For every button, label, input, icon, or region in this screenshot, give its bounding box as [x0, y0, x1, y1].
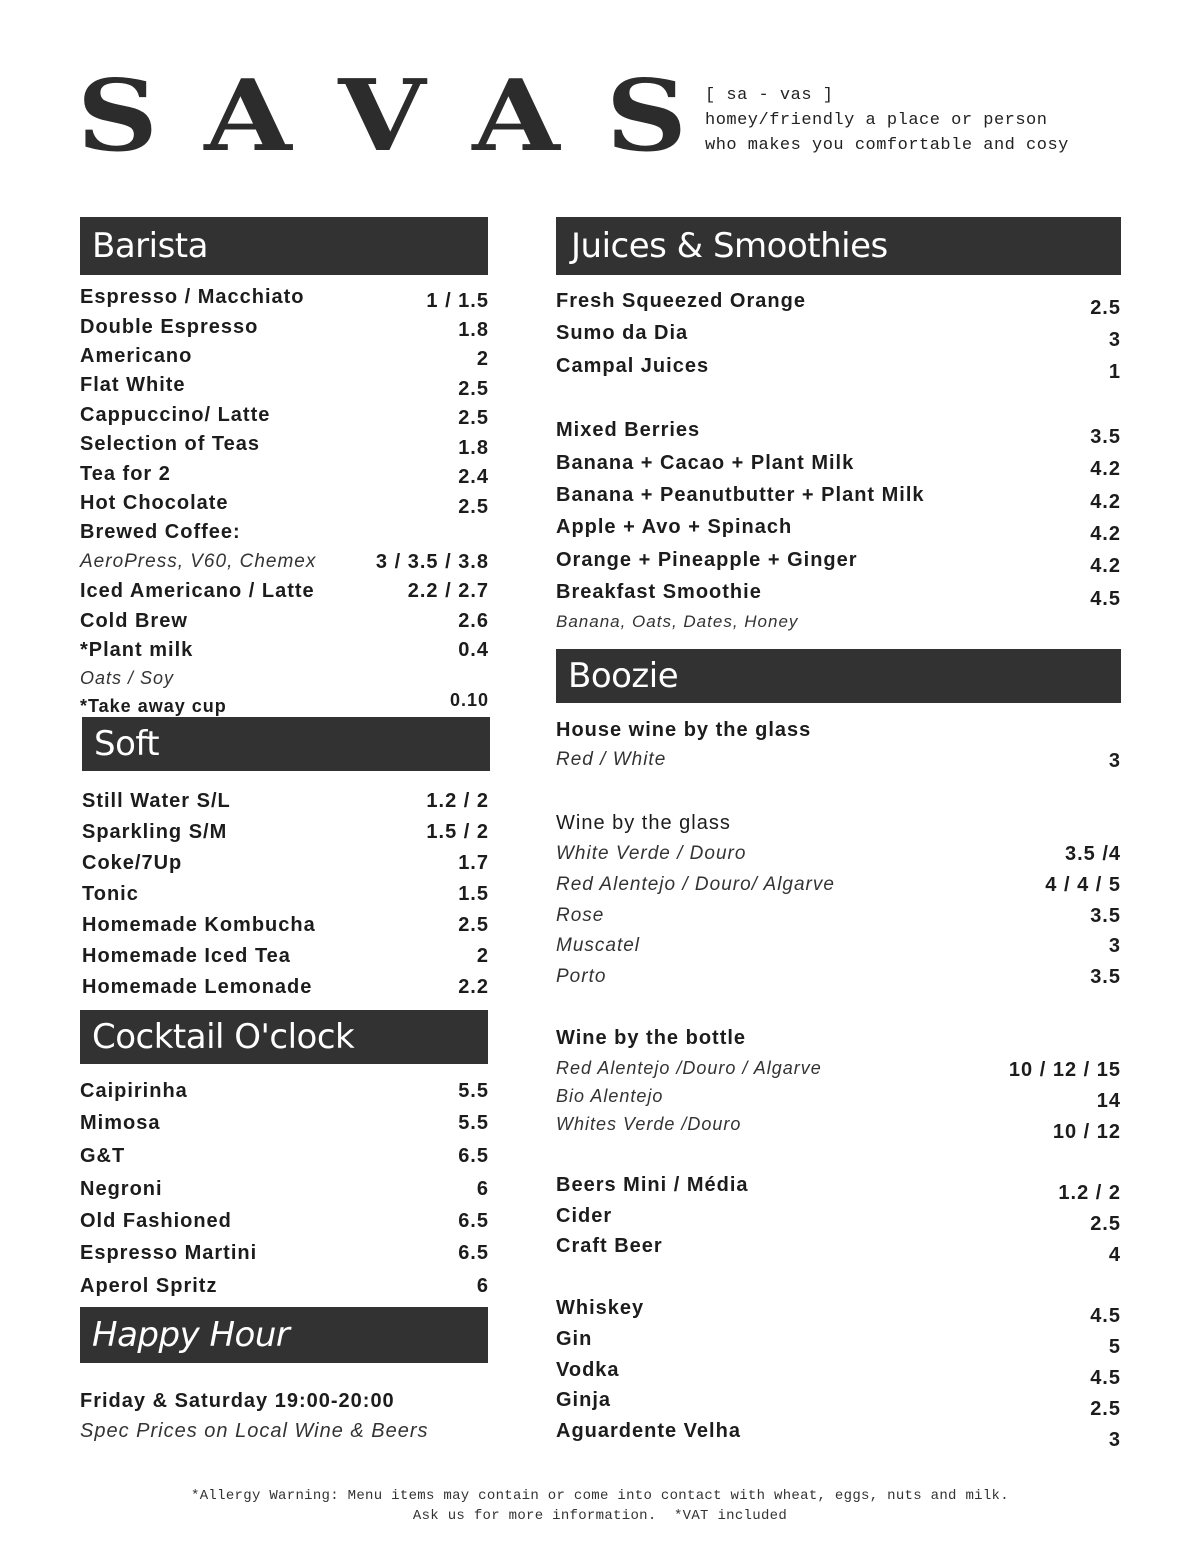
- menu-item-price: 4.2: [1090, 555, 1121, 577]
- menu-item-price: 2.5: [1090, 297, 1121, 319]
- menu-item-price: 3: [1108, 935, 1121, 957]
- menu-item-name: Fresh Squeezed Orange: [556, 290, 806, 312]
- menu-item-name: Apple + Avo + Spinach: [556, 516, 793, 538]
- menu-item-price: 6: [476, 1178, 489, 1200]
- menu-item-description: Banana, Oats, Dates, Honey: [556, 612, 799, 631]
- menu-item-name: Vodka: [556, 1359, 620, 1381]
- menu-item-price: 4.2: [1090, 491, 1121, 513]
- logo-savas: [76, 58, 688, 174]
- menu-item-price: 2.4: [458, 466, 489, 488]
- menu-item-price: 4.2: [1090, 458, 1121, 480]
- menu-item-name: Beers Mini / Média: [556, 1174, 749, 1196]
- menu-item-name: Aguardente Velha: [556, 1420, 741, 1442]
- logo-letter: V: [338, 58, 426, 174]
- menu-item-price: 1.8: [458, 319, 489, 341]
- menu-item-name: Wine by the bottle: [556, 1027, 747, 1049]
- menu-item-price: 3.5: [1090, 426, 1121, 448]
- menu-item-description: Red / White: [556, 749, 667, 770]
- menu-item-price: 2.5: [1090, 1213, 1121, 1235]
- menu-item-name: Flat White: [80, 374, 186, 396]
- section-header-cocktail: Cocktail O'clock: [80, 1010, 488, 1064]
- menu-item-price: 3: [1108, 329, 1121, 351]
- menu-item-price: 5.5: [458, 1080, 489, 1102]
- menu-item-name: Espresso Martini: [80, 1242, 258, 1264]
- menu-item-name: Ginja: [556, 1389, 612, 1411]
- menu-item-price: 3.5: [1090, 966, 1121, 988]
- menu-item-name: Mimosa: [80, 1112, 161, 1134]
- menu-item-name: Banana + Peanutbutter + Plant Milk: [556, 484, 925, 506]
- menu-item-description: Oats / Soy: [80, 668, 175, 688]
- menu-item-name: Breakfast Smoothie: [556, 581, 762, 603]
- menu-item-name: Old Fashioned: [80, 1210, 232, 1232]
- section-header-happy-hour: Happy Hour: [80, 1307, 488, 1363]
- menu-item-name: Espresso / Macchiato: [80, 286, 305, 308]
- menu-item-price: 10 / 12: [1052, 1121, 1121, 1143]
- menu-item-price: 3 / 3.5 / 3.8: [375, 551, 489, 573]
- menu-item-price: 2.5: [458, 378, 489, 400]
- logo-letter: S: [76, 58, 159, 174]
- menu-item-price: 2.2 / 2.7: [407, 580, 489, 602]
- definition-line: homey/friendly a place or person: [705, 111, 1048, 130]
- menu-item-price: 4 / 4 / 5: [1045, 874, 1121, 896]
- menu-item-name: Wine by the glass: [556, 812, 731, 834]
- menu-item-name: Banana + Cacao + Plant Milk: [556, 452, 855, 474]
- menu-item-name: Craft Beer: [556, 1235, 663, 1257]
- menu-item-price: 3: [1108, 750, 1121, 772]
- menu-item-name: Cold Brew: [80, 610, 188, 632]
- menu-item-description: Porto: [556, 966, 607, 987]
- menu-item-price: 1.8: [458, 437, 489, 459]
- menu-item-price: 2: [476, 945, 489, 967]
- menu-item-price: 6.5: [458, 1210, 489, 1232]
- menu-item-name: Homemade Iced Tea: [82, 945, 291, 967]
- menu-item-name: Selection of Teas: [80, 433, 261, 455]
- menu-item-name: Caipirinha: [80, 1080, 188, 1102]
- menu-item-price: 2.5: [458, 407, 489, 429]
- menu-item-price: 6.5: [458, 1242, 489, 1264]
- menu-item-price: 1.7: [458, 852, 489, 874]
- menu-item-price: 1.5: [458, 883, 489, 905]
- menu-item-price: 2.6: [458, 610, 489, 632]
- menu-item-name: Tea for 2: [80, 463, 171, 485]
- menu-item-name: Aperol Spritz: [80, 1275, 218, 1297]
- menu-item-price: 1.2 / 2: [1058, 1182, 1121, 1204]
- happy-hour-note: Spec Prices on Local Wine & Beers: [80, 1420, 429, 1442]
- menu-item-price: 3.5 /4: [1064, 843, 1121, 865]
- menu-item-name: Coke/7Up: [82, 852, 183, 874]
- menu-item-price: 0.4: [458, 639, 489, 661]
- menu-item-price: 3.5: [1090, 905, 1121, 927]
- menu-item-price: 6: [476, 1275, 489, 1297]
- section-header-juices: Juices & Smoothies: [556, 217, 1121, 275]
- menu-item-name: G&T: [80, 1145, 126, 1167]
- definition: [705, 83, 1069, 158]
- menu-item-name: Tonic: [82, 883, 139, 905]
- menu-item-description: Rose: [556, 905, 605, 926]
- menu-item-price: 4.5: [1090, 1305, 1121, 1327]
- menu-item-description: AeroPress, V60, Chemex: [80, 551, 317, 572]
- menu-item-description: Red Alentejo / Douro/ Algarve: [556, 874, 835, 895]
- menu-item-price: 2.5: [458, 914, 489, 936]
- menu-item-price: 2.5: [1090, 1398, 1121, 1420]
- menu-item-description: Whites Verde /Douro: [556, 1114, 742, 1134]
- menu-item-price: 2.5: [458, 496, 489, 518]
- menu-item-price: 4.5: [1090, 1367, 1121, 1389]
- menu-item-name: Homemade Kombucha: [82, 914, 316, 936]
- menu-item-name: House wine by the glass: [556, 719, 812, 741]
- menu-item-price: 1.2 / 2: [426, 790, 489, 812]
- menu-item-description: Muscatel: [556, 935, 641, 956]
- section-header-boozie: Boozie: [556, 649, 1121, 703]
- menu-item-description: White Verde / Douro: [556, 843, 747, 864]
- allergy-warning: *Allergy Warning: Menu items may contain or come into contact with wheat, eggs, nuts and milk.: [191, 1488, 1009, 1504]
- menu-item-name: *Plant milk: [80, 639, 194, 661]
- menu-item-name: Negroni: [80, 1178, 163, 1200]
- menu-item-name: Still Water S/L: [82, 790, 231, 812]
- menu-item-name: Mixed Berries: [556, 419, 701, 441]
- menu-item-name: Whiskey: [556, 1297, 645, 1319]
- menu-item-price: 3: [1108, 1429, 1121, 1451]
- menu-item-description: Bio Alentejo: [556, 1086, 664, 1106]
- pronunciation: [ sa - vas ]: [705, 86, 834, 105]
- menu-item-name: Iced Americano / Latte: [80, 580, 315, 602]
- menu-item-name: Homemade Lemonade: [82, 976, 313, 998]
- menu-item-name: Gin: [556, 1328, 593, 1350]
- menu-item-price: 5.5: [458, 1112, 489, 1134]
- menu-item-price: 1.5 / 2: [426, 821, 489, 843]
- menu-item-name: Hot Chocolate: [80, 492, 229, 514]
- logo-letter: A: [471, 58, 560, 174]
- menu-item-price: 4.5: [1090, 588, 1121, 610]
- menu-item-price: 5: [1108, 1336, 1121, 1358]
- happy-hour-times: Friday & Saturday 19:00-20:00: [80, 1390, 395, 1412]
- logo-letter: A: [204, 58, 293, 174]
- menu-item-price: 1: [1108, 361, 1121, 383]
- logo-letter: S: [605, 58, 688, 174]
- menu-item-name: *Take away cup: [80, 696, 227, 716]
- menu-item-price: 6.5: [458, 1145, 489, 1167]
- menu-item-price: 14: [1096, 1090, 1121, 1112]
- menu-item-price: 2.2: [458, 976, 489, 998]
- menu-item-price: 0.10: [449, 690, 489, 710]
- vat-note: Ask us for more information. *VAT included: [412, 1508, 788, 1524]
- menu-item-price: 4.2: [1090, 523, 1121, 545]
- menu-item-name: Double Espresso: [80, 316, 259, 338]
- menu-item-price: 1 / 1.5: [426, 290, 489, 312]
- menu-item-name: Cider: [556, 1205, 613, 1227]
- menu-item-description: Red Alentejo /Douro / Algarve: [556, 1058, 822, 1078]
- menu-item-name: Brewed Coffee:: [80, 521, 241, 543]
- menu-item-name: Sparkling S/M: [82, 821, 228, 843]
- menu-item-price: 4: [1108, 1244, 1121, 1266]
- menu-item-name: Sumo da Dia: [556, 322, 689, 344]
- menu-item-price: 2: [476, 348, 489, 370]
- definition-line: who makes you comfortable and cosy: [705, 136, 1069, 155]
- menu-item-name: Americano: [80, 345, 193, 367]
- section-header-barista: Barista: [80, 217, 488, 275]
- menu-item-name: Cappuccino/ Latte: [80, 404, 271, 426]
- menu-item-name: Orange + Pineapple + Ginger: [556, 549, 858, 571]
- menu-item-price: 10 / 12 / 15: [1008, 1059, 1121, 1081]
- section-header-soft: Soft: [82, 717, 490, 771]
- menu-item-name: Campal Juices: [556, 355, 710, 377]
